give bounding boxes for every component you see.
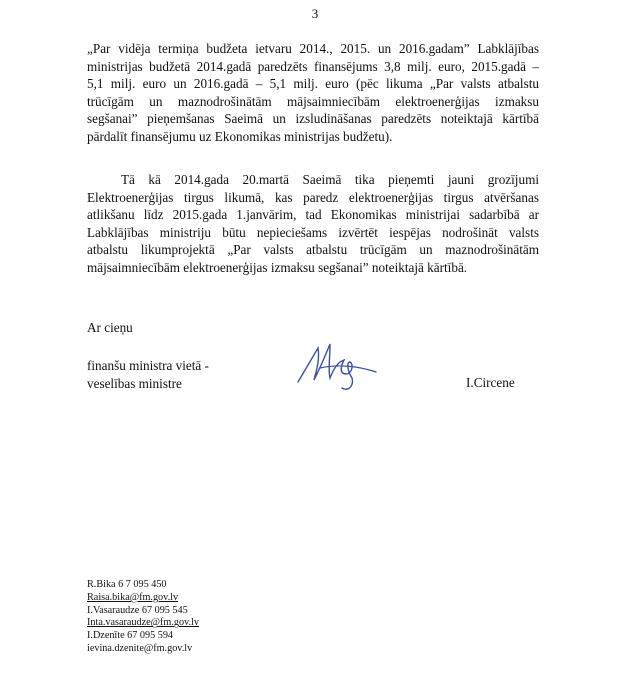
signer-title: [87, 357, 209, 393]
paragraph-amendments: [87, 171, 539, 276]
paragraph-line: Labklājības ministriju būtu nepieciešams izvērtēt iespējas nodrošināt valsts: [87, 224, 539, 240]
paragraph-line: ministrijas budžetā 2014.gadā paredzēts finansējums 3,8 milj. euro, 2015.gadā –: [87, 58, 539, 74]
contact-email-link[interactable]: Raisa.bika@fm.gov.lv: [87, 591, 179, 603]
paragraph-line: atbalstu likumprojektā „Par valsts atbalstu trūcīgām un maznodrošinātām: [87, 242, 539, 257]
contact-block: [87, 579, 199, 656]
signer-title-line: veselības ministre: [87, 376, 182, 391]
paragraph-line: Tā kā 2014.gada 20.martā Saeimā tika pieņemti jauni grozījumi: [121, 172, 539, 187]
paragraph-line: atlikšanu līdz 2015.gada 1.janvārim, tad Ekonomikas ministrijai sadarbībā ar: [87, 207, 539, 222]
contact-email: ievina.dzenite@fm.gov.lv: [87, 642, 193, 654]
paragraph-line: mājsaimniecībām elektroenerģijas izmaksu segšanai” noteiktajā kārtībā.: [87, 259, 468, 275]
closing-salutation: Ar cieņu: [87, 320, 133, 335]
paragraph-budget: [87, 40, 539, 145]
paragraph-line: pārdalīt finansējumu uz Ekonomikas ministrijas budžetu).: [87, 128, 393, 144]
contact-email-link[interactable]: Inta.vasaraudze@fm.gov.lv: [87, 617, 199, 629]
contact-name-phone: I.Vasaraudze 67 095 545: [87, 604, 188, 616]
paragraph-line: „Par vidēja termiņa budžeta ietvaru 2014., 2015. un 2016.gadam” Labklājības: [87, 41, 539, 56]
page-number: 3: [311, 6, 319, 21]
paragraph-line: trūcīgām un maznodrošinātām mājsaimniecībām elektroenerģijas izmaksu: [87, 93, 539, 109]
paragraph-line: 5,1 milj. euro un 2016.gadā – 5,1 milj. euro (pēc likuma „Par valsts atbalstu: [87, 76, 539, 91]
contact-name-phone: I.Dzenīte 67 095 594: [87, 630, 174, 642]
paragraph-line: Elektroenerģijas tirgus likumā, kas paredz elektroenerģijas tirgus atvēršanas: [87, 189, 539, 205]
handwritten-signature: [290, 338, 380, 394]
contact-name-phone: R.Bika 6 7 095 450: [87, 579, 167, 590]
signer-name: I.Circene: [466, 375, 515, 390]
paragraph-line: segšanai” pieņemšanas Saeimā un izsludināšanas paredzēts noteiktajā kārtībā: [87, 111, 539, 126]
signer-title-line: finanšu ministra vietā -: [87, 358, 209, 373]
